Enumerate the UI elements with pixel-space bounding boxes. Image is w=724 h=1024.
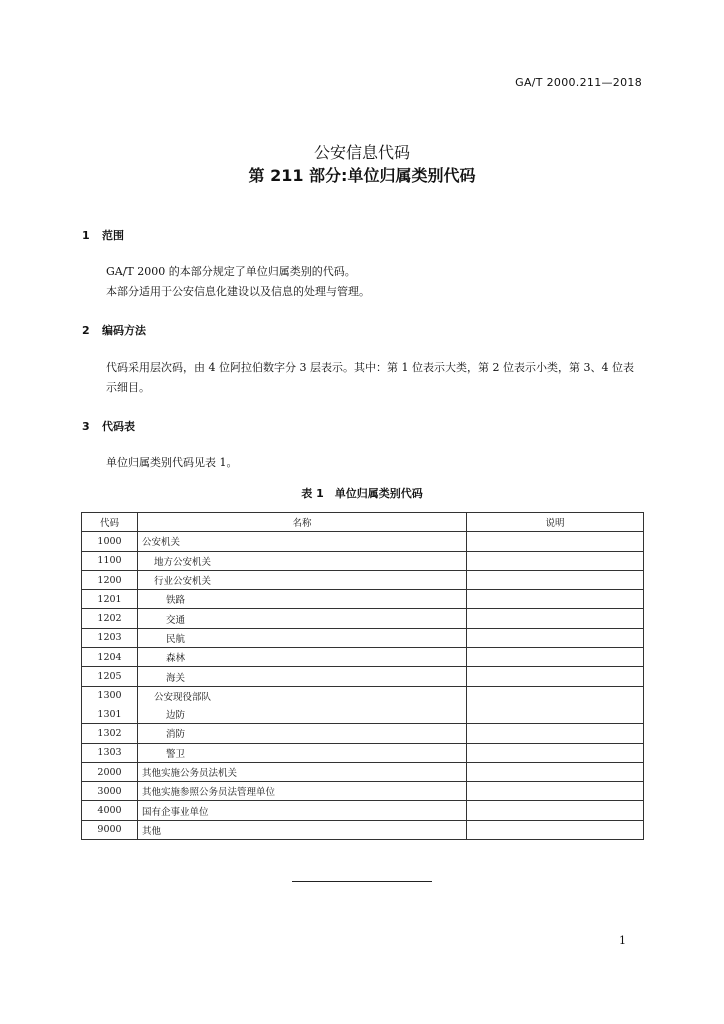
section-body-encoding (82, 358, 644, 398)
cell-name (138, 762, 467, 781)
table-row (82, 686, 644, 705)
section-title: 编码方法 (102, 324, 146, 337)
cell-code: 1000 (82, 532, 138, 551)
cell-name (138, 667, 467, 686)
cell-code: 1303 (82, 743, 138, 762)
category-name: 其他实施参照公务员法管理单位 (142, 787, 276, 799)
standard-number: GA/T 2000.211—2018 (515, 76, 642, 89)
cell-code: 9000 (82, 820, 138, 839)
paragraph: 本部分适用于公安信息化建设以及信息的处理与管理。 (106, 285, 370, 298)
section-number: 3 (82, 420, 90, 433)
cell-name (138, 570, 467, 589)
cell-note (467, 705, 644, 724)
section-body-scope (82, 262, 644, 302)
category-name: 铁路 (166, 595, 186, 607)
table-caption: 表 1 单位归属类别代码 (301, 487, 423, 500)
cell-name (138, 532, 467, 551)
cell-code: 1202 (82, 609, 138, 628)
table-row (82, 648, 644, 667)
cell-code: 1300 (82, 686, 138, 705)
cell-note (467, 532, 644, 551)
section-title: 范围 (102, 229, 124, 242)
table-row (82, 724, 644, 743)
category-name: 海关 (166, 672, 186, 684)
cell-name (138, 743, 467, 762)
table-row (82, 820, 644, 839)
section-number: 1 (82, 229, 90, 242)
section-heading-encoding (82, 322, 146, 338)
document-subtitle: 第 211 部分:单位归属类别代码 (248, 166, 476, 185)
cell-code: 4000 (82, 801, 138, 820)
category-name: 民航 (166, 633, 186, 645)
cell-note (467, 667, 644, 686)
category-name: 行业公安机关 (154, 576, 212, 588)
cell-code: 1200 (82, 570, 138, 589)
cell-note (467, 743, 644, 762)
paragraph: 代码采用层次码，由 4 位阿拉伯数字分 3 层表示。其中：第 1 位表示大类，第 2 位表示小类，第 3、4 位表示细目。 (106, 361, 634, 394)
cell-name (138, 801, 467, 820)
cell-name (138, 628, 467, 647)
category-name: 地方公安机关 (154, 556, 212, 568)
cell-note (467, 801, 644, 820)
cell-name (138, 551, 467, 570)
table-row (82, 532, 644, 551)
cell-name (138, 782, 467, 801)
paragraph: GA/T 2000 的本部分规定了单位归属类别的代码。 (106, 265, 356, 278)
cell-note (467, 590, 644, 609)
header-note: 说明 (467, 513, 644, 532)
cell-code: 1203 (82, 628, 138, 647)
table-row (82, 590, 644, 609)
document-title: 公安信息代码 (313, 143, 410, 162)
section-heading-scope (82, 227, 124, 243)
section-title: 代码表 (102, 420, 135, 433)
table-row (82, 551, 644, 570)
table-row (82, 570, 644, 589)
table-row (82, 609, 644, 628)
table-row (82, 762, 644, 781)
table-row (82, 782, 644, 801)
table-row (82, 705, 644, 724)
cell-note (467, 724, 644, 743)
cell-code: 2000 (82, 762, 138, 781)
cell-note (467, 628, 644, 647)
category-name: 公安现役部队 (154, 691, 212, 703)
cell-name (138, 648, 467, 667)
table-row (82, 801, 644, 820)
cell-name (138, 820, 467, 839)
cell-code: 1301 (82, 705, 138, 724)
cell-note (467, 551, 644, 570)
category-name: 其他 (142, 825, 162, 837)
category-name: 交通 (166, 614, 186, 626)
cell-code: 1204 (82, 648, 138, 667)
cell-note (467, 686, 644, 705)
cell-note (467, 820, 644, 839)
category-name: 公安机关 (142, 537, 181, 549)
cell-code: 1201 (82, 590, 138, 609)
cell-name (138, 590, 467, 609)
category-name: 消防 (166, 729, 186, 741)
cell-code: 1100 (82, 551, 138, 570)
category-name: 其他实施公务员法机关 (142, 768, 238, 779)
header-name: 名称 (138, 513, 467, 532)
cell-name (138, 705, 467, 724)
cell-code: 3000 (82, 782, 138, 801)
code-table (81, 512, 644, 840)
section-heading-code-table (82, 418, 135, 434)
cell-code: 1205 (82, 667, 138, 686)
table-row (82, 743, 644, 762)
page-number: 1 (619, 934, 626, 947)
header-code: 代码 (82, 513, 138, 532)
cell-note (467, 648, 644, 667)
cell-name (138, 724, 467, 743)
section-number: 2 (82, 324, 90, 337)
category-name: 森林 (166, 653, 186, 665)
category-name: 警卫 (166, 748, 186, 760)
category-name: 边防 (166, 710, 186, 722)
table-row (82, 628, 644, 647)
cell-note (467, 762, 644, 781)
cell-note (467, 570, 644, 589)
table-header-row (82, 513, 644, 532)
cell-name (138, 686, 467, 705)
section-body-code-table (82, 453, 644, 473)
table-row (82, 667, 644, 686)
cell-code: 1302 (82, 724, 138, 743)
category-name: 国有企事业单位 (142, 806, 209, 818)
cell-name (138, 609, 467, 628)
end-rule (292, 881, 432, 882)
cell-note (467, 609, 644, 628)
cell-note (467, 782, 644, 801)
paragraph: 单位归属类别代码见表 1。 (106, 456, 238, 469)
